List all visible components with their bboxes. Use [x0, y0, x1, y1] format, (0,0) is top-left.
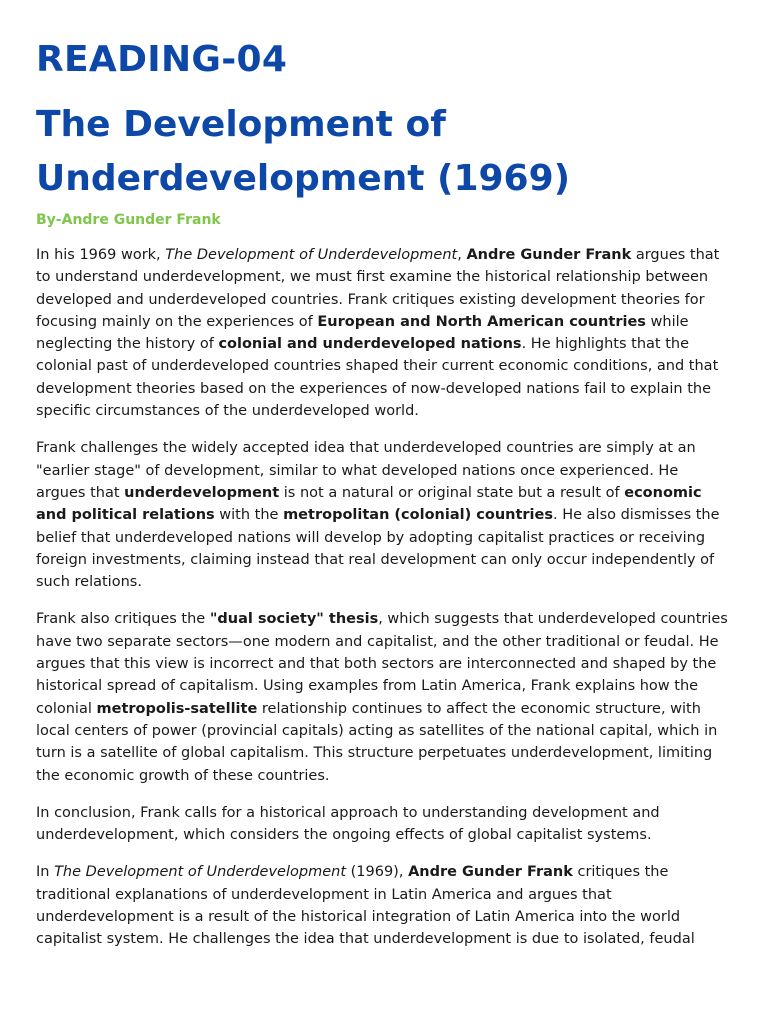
- text-run: argues that to understand underdevelopment, we must first examine the historical relationship between developed and underdeveloped countries. Frank critiques existing development theories for focusing mainly on the experiences of: [36, 247, 720, 330]
- bold-text: colonial and underdeveloped nations: [218, 336, 522, 353]
- bold-text: Andre Gunder Frank: [466, 247, 632, 263]
- text-run: Frank also critiques the: [36, 611, 210, 628]
- reading-label: READING-04: [36, 39, 288, 80]
- text-run: is not a natural or original state but a result of: [279, 484, 625, 501]
- text-run: In conclusion, Frank calls for a historical approach to understanding development and underdevelopment, which considers the ongoing effects of global capitalist systems.: [36, 804, 660, 844]
- bold-text: underdevelopment: [124, 484, 280, 501]
- text-run: while neglecting the history of: [36, 313, 689, 353]
- text-run: Frank challenges the widely accepted idea that underdeveloped countries are simply at an "earlier stage" of development, similar to what developed nations once experienced. He argues that: [36, 440, 696, 501]
- paragraph: [36, 802, 732, 847]
- paragraph: [36, 861, 732, 950]
- bold-text: Andre Gunder Frank: [408, 864, 573, 881]
- text-run: ,: [457, 247, 467, 263]
- title-line-2: Underdevelopment (1969): [36, 158, 571, 199]
- text-run: . He highlights that the colonial past of underdeveloped countries shaped their current economic conditions, and that development theories based on the experiences of now-developed nations fail to explain the specific circumstances of the underdeveloped world.: [36, 336, 719, 420]
- text-run: In his 1969 work,: [36, 247, 166, 263]
- bold-text: metropolis-satellite: [96, 700, 258, 717]
- document-title: [36, 98, 732, 206]
- paragraph: [36, 608, 732, 786]
- bold-text: "dual society" thesis: [209, 611, 379, 628]
- text-run: In: [36, 864, 55, 881]
- text-run: (1969),: [346, 864, 409, 881]
- text-run: with the: [214, 507, 284, 524]
- title-line-1: The Development of: [36, 104, 446, 145]
- text-run: relationship continues to affect the economic structure, with local centers of power (provincial capitals) acting as satellites of the national capital, which in turn is a satellite of global capitalism. This structure perpetuates underdevelopment, limiting the economic growth of these countries.: [36, 700, 718, 784]
- italic-text: The Development of Underdevelopment: [165, 247, 458, 263]
- text-run: , which suggests that underdeveloped countries have two separate sectors—one modern and capitalist, and the other traditional or feudal. He argues that this view is incorrect and that both sectors are interconnected and shaped by the historical spread of capitalism. Using examples from Latin America, Frank explains how the colonial: [36, 611, 728, 717]
- bold-text: metropolitan (colonial) countries: [283, 507, 553, 524]
- italic-text: The Development of Underdevelopment: [54, 864, 347, 881]
- text-run: critiques the traditional explanations of underdevelopment in Latin America and argues that underdevelopment is a result of the historical integration of Latin America into the world capitalist system. He challenges the idea that underdevelopment is due to isolated, feudal: [36, 864, 695, 948]
- paragraph: [36, 244, 732, 422]
- bold-text: economic and political relations: [36, 484, 702, 524]
- bold-text: European and North American countries: [317, 313, 646, 330]
- author-byline: By-Andre Gunder Frank: [36, 212, 221, 228]
- body-text: [36, 244, 732, 951]
- paragraph: [36, 437, 732, 593]
- text-run: . He also dismisses the belief that underdeveloped nations will develop by adopting capitalist practices or receiving foreign investments, claiming instead that real development can only occur independently of such relations.: [36, 507, 720, 591]
